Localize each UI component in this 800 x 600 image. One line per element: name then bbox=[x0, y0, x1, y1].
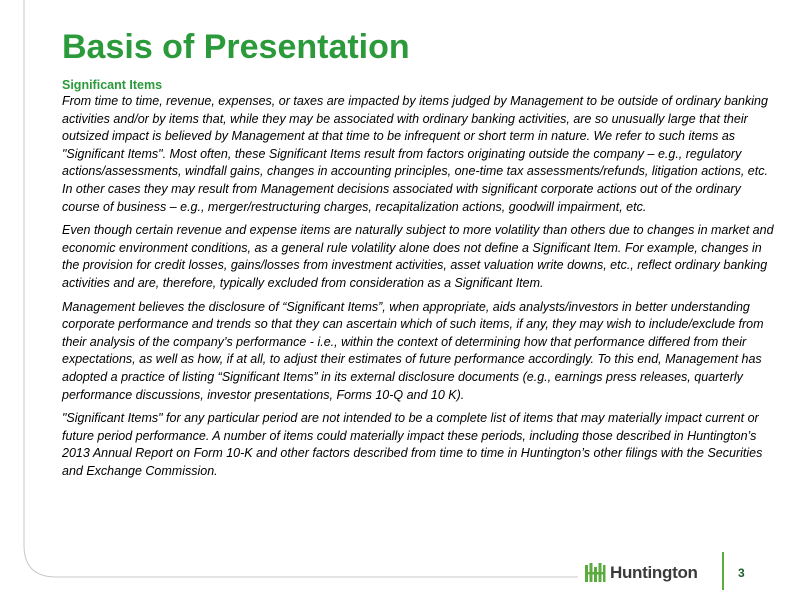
logo-wordmark: Huntington bbox=[610, 563, 698, 582]
section-subheading: Significant Items bbox=[62, 78, 163, 92]
paragraph-2: Even though certain revenue and expense items are naturally subject to more volatility than others due to changes in market and economic environment conditions, as a general rule volatility alone does not define a Significant Item. For example, changes in the provision for credit losses, gains/losses from investment activities, asset valuation write downs, etc., reflect ordinary banking activities and are, therefore, typically excluded from consideration as a Significant Item. bbox=[62, 223, 774, 290]
huntington-logo-mark-icon bbox=[584, 562, 606, 584]
slide-title: Basis of Presentation bbox=[62, 28, 410, 66]
footer-divider bbox=[722, 552, 724, 590]
page-number: 3 bbox=[738, 566, 745, 580]
paragraph-3: Management believes the disclosure of “Significant Items”, when appropriate, aids analysts/investors in better understanding corporate performance and trends so that they can ascertain which of such items, if any, they may wish to include/exclude from their analysis of the company’s performance - i.e., within the context of determining how that performance differed from their expectations, as well as how, if at all, to adjust their estimates of future performance accordingly. To this end, Management has adopted a practice of listing “Significant Items” in its external disclosure documents (e.g., earnings press releases, quarterly performance discussions, investor presentations, Forms 10-Q and 10 K). bbox=[62, 299, 764, 402]
huntington-logo bbox=[584, 562, 698, 584]
paragraph-1: From time to time, revenue, expenses, or taxes are impacted by items judged by Management to be outside of ordinary banking activities and/or by items that, while they may be associated with ordinary banking activities, are so unusually large that their outsized impact is believed by Management at that time to be infrequent or short term in nature. We refer to such items as "Significant Items". Most often, these Significant Items result from factors originating outside the company – e.g., regulatory actions/assessments, windfall gains, changes in accounting principles, one-time tax assessments/refunds, litigation actions, etc. In other cases they may result from Management decisions associated with significant corporate actions out of the ordinary course of business – e.g., merger/restructuring charges, recapitalization actions, goodwill impairment, etc. bbox=[62, 94, 768, 214]
paragraph-4: "Significant Items" for any particular period are not intended to be a complete list of items that may materially impact current or future period performance. A number of items could materially impact these periods, including those described in Huntington’s 2013 Annual Report on Form 10-K and other factors described from time to time in Huntington’s other filings with the Securities and Exchange Commission. bbox=[62, 411, 763, 478]
slide-body bbox=[62, 78, 774, 486]
